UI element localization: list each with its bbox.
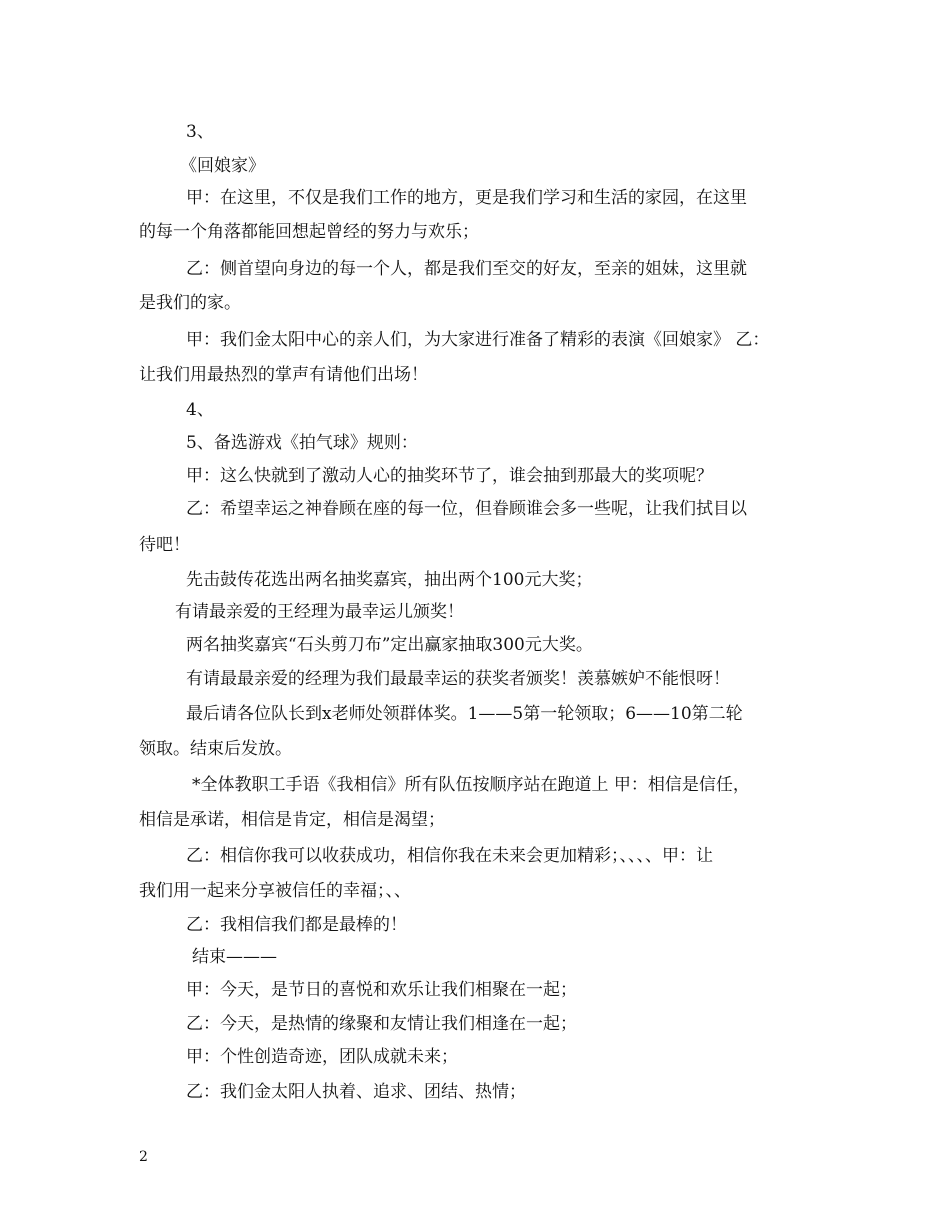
text-line: 4、 [186,400,214,420]
text-line: 甲：个性创造奇迹，团队成就未来； [186,1047,458,1067]
text-line: 乙：我相信我们都是最棒的！ [186,915,407,935]
text-line: 让我们用最热烈的掌声有请他们出场！ [139,365,428,385]
text-line: 甲：这么快就到了激动人心的抽奖环节了，谁会抽到那最大的奖项呢？ [186,466,713,486]
text-line: 是我们的家。 [139,293,241,313]
text-line: 3、 [186,122,214,142]
text-line: 的每一个角落都能回想起曾经的努力与欢乐； [139,222,479,242]
text-line: 有请最最亲爱的经理为我们最最幸运的获奖者颁奖！羡慕嫉妒不能恨呀！ [186,669,730,689]
text-line: 乙：相信你我可以收获成功，相信你我在未来会更加精彩；、、、、甲：让 [186,846,713,866]
page-number: 2 [139,1149,148,1165]
text-line: 甲：我们金太阳中心的亲人们，为大家进行准备了精彩的表演《回娘家》 乙： [186,330,770,350]
text-line: 乙：侧首望向身边的每一个人，都是我们至交的好友，至亲的姐妹，这里就 [186,259,747,279]
text-line: 先击鼓传花选出两名抽奖嘉宾，抽出两个100元大奖； [186,570,593,590]
text-line: 两名抽奖嘉宾“石头剪刀布”定出赢家抽取300元大奖。 [186,635,593,655]
text-line: 领取。结束后发放。 [139,739,292,759]
text-line: 有请最亲爱的王经理为最幸运儿颁奖！ [175,602,464,622]
text-line: 结束——— [192,947,277,967]
text-line: 乙：今天，是热情的缘聚和友情让我们相逢在一起； [186,1014,577,1034]
text-line: 待吧！ [139,535,190,555]
text-line: 《回娘家》 [180,156,265,176]
text-line: 5、备选游戏《拍气球》规则： [186,433,418,453]
text-line: 乙：希望幸运之神眷顾在座的每一位，但眷顾谁会多一些呢，让我们拭目以 [186,499,747,519]
text-line: *全体教职工手语《我相信》所有队伍按顺序站在跑道上 甲：相信是信任， [192,775,750,795]
text-line: 相信是承诺，相信是肯定，相信是渴望； [139,810,445,830]
text-line: 甲：今天，是节日的喜悦和欢乐让我们相聚在一起； [186,980,577,1000]
text-line: 乙：我们金太阳人执着、追求、团结、热情； [186,1082,526,1102]
text-line: 甲：在这里，不仅是我们工作的地方，更是我们学习和生活的家园，在这里 [186,188,747,208]
text-line: 我们用一起来分享被信任的幸福；、、 [139,881,411,901]
text-line: 最后请各位队长到x老师处领群体奖。1——5第一轮领取；6——10第二轮 [186,704,743,724]
